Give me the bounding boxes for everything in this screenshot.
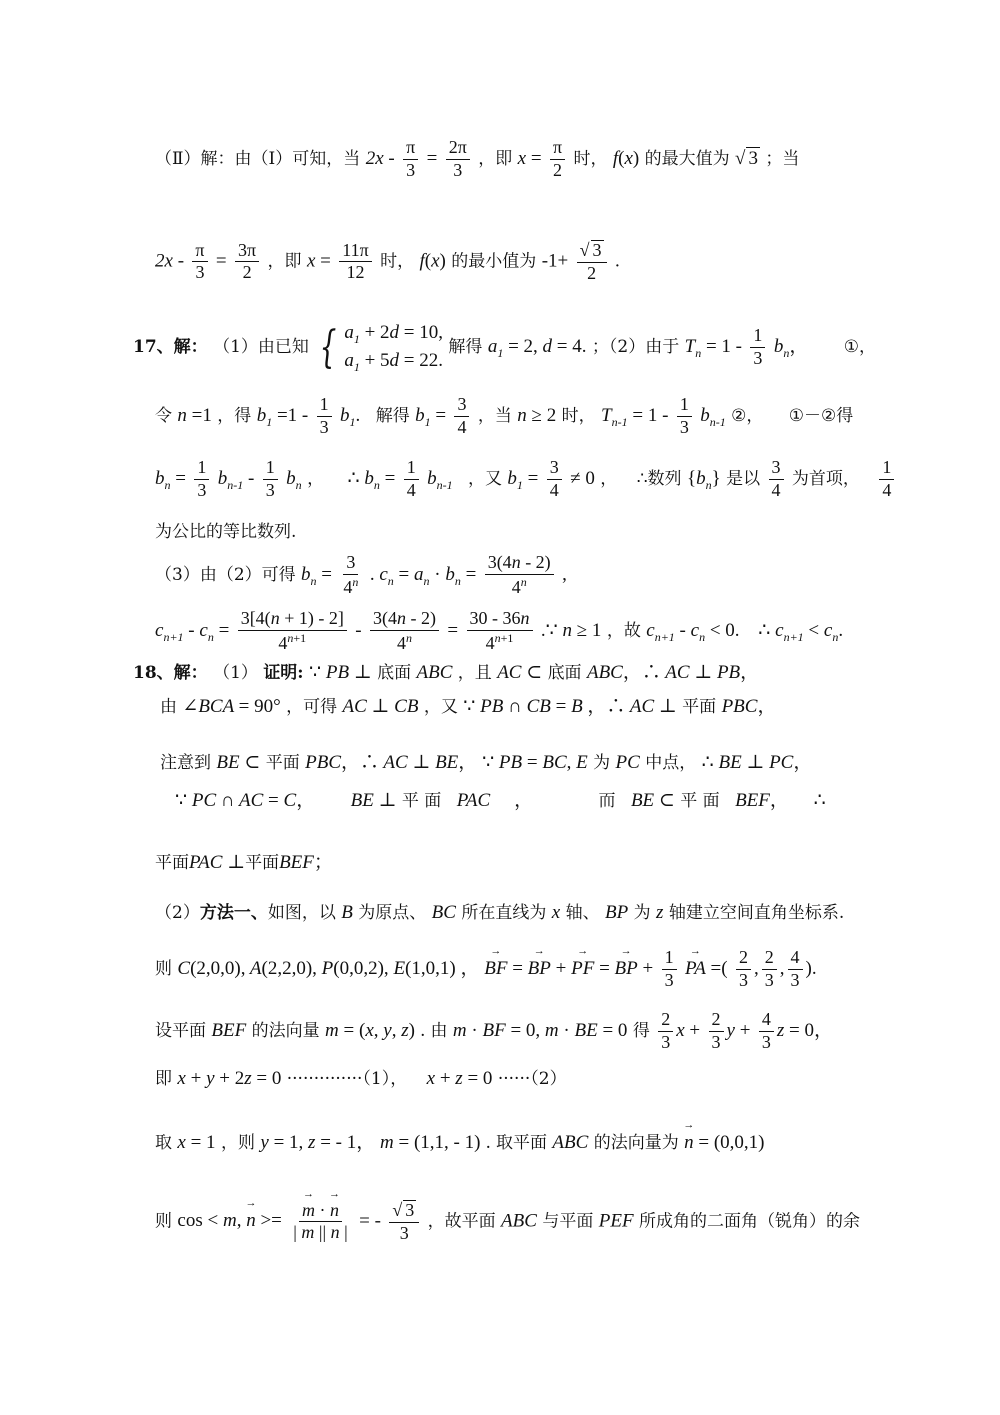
- text: 的最小值为: [451, 251, 537, 272]
- part2-line1: （Ⅱ）解：由（Ⅰ）可知，当 2x - $\frac{\pi}{3}$ = $\frac{2\pi}{3}$ ，即 x = $\frac{\pi}{2}$ 时， f(x) 的最大值为 √ 3 ；当: [155, 137, 800, 180]
- text: 时，: [380, 251, 415, 272]
- text: 时，: [573, 148, 608, 169]
- method1-line5: 取 x = 1 ，则 y = 1, z = - 1， m = (1,1, - 1) . 取平面 ABC 的法向量为 → n = (0,0,1): [155, 1132, 1000, 1155]
- q17-line6: $c_{n+1} - c_n$ = $\frac{3[4(n + 1) - 2]}{4^{n+1}}$ - $\frac{3(4n - 2)}{4^n}$ = $\frac{30 - 36n}{4^{n+1}}$ .∵ n ≥ 1 ，故 $c_{n+1} - c_n < 0$. ∴ $c_{n+1} < c_n$.: [155, 608, 844, 653]
- text: 的最大值为: [644, 148, 730, 169]
- text: ；当: [765, 148, 800, 169]
- method1-line4: 即 x + y + 2z = 0 ··············（1）， x + z = 0 ······（2）: [155, 1068, 567, 1089]
- text: ，即: [267, 251, 302, 272]
- text: （Ⅱ）解：由（Ⅰ）可知，当: [155, 148, 361, 169]
- q18-line1: 18、解： （1） 证明: ∵ PB ⊥ 底面 ABC ，且 AC ⊂ 底面 ABC，∴ AC ⊥ PB，: [133, 662, 760, 683]
- q17-line5: （3）由（2）可得 $b_n$ = $\frac{3}{4^n}$ . $c_n = a_n \cdot b_n$ = $\frac{3(4n - 2)}{4^n}$ ,: [155, 552, 567, 597]
- method1-line2: 则 C(2,0,0), A(2,2,0), P(0,0,2), E(1,0,1) ， → BF = → BP + → PF = → BP + $\frac{1}{3}$ → PA =( $\frac{2}{3}$ , $\frac{2}{3}$ , $\frac{4}{3}$ ).: [155, 948, 1000, 991]
- q17-line1: 17、解： （1）由已知 { $a_1 + 2d = 10$, $a_1 + 5d = 22$. 解得 $a_1 = 2$, d = 4. ；（2）由于 $T_n = 1$ - $\frac{1}{3}$ $b_n$， ①，: [133, 321, 876, 374]
- method1-line1: （2）方法一、如图，以 B 为原点、 BC 所在直线为 x 轴、 BP 为 z 轴建立空间直角坐标系.: [155, 902, 845, 923]
- q18-line3: 注意到 BE ⊂ 平面 PBC，∴ AC ⊥ BE， ∵ PB = BC, E 为 PC 中点， ∴ BE ⊥ PC，: [160, 752, 813, 773]
- q18-line2: 由 ∠BCA = 90° ，可得 AC ⊥ CB ，又 ∵ PB ∩ CB = B ，∴ AC ⊥ 平面 PBC，: [160, 696, 777, 717]
- q18-line4: ∵ PC ∩ AC = C， BE ⊥ 平 面 PAC ， 而 BE ⊂ 平 面 BEF， ∴: [175, 790, 826, 811]
- method1-line3: 设平面 BEF 的法向量 m = (x, y, z) . 由 m · BF = 0, m · BE = 0 得 $\frac{2}{3}$ x + $\frac{2}{3}$ y + $\frac{4}{3}$ z = 0，: [155, 1009, 833, 1052]
- q17-line4: 为公比的等比数列.: [155, 522, 297, 542]
- q17-line3: $b_n$ = $\frac{1}{3}$ $b_{n-1}$ - $\frac{1}{3}$ $b_n$ ， ∴ $b_n$ = $\frac{1}{4}$ $b_{n-1}$ ，又 $b_1$ = $\frac{3}{4}$ ≠ 0 ， ∴数列 $\{b_n\}$ 是以 $\frac{3}{4}$ 为首项， $\frac{1}{4}$: [155, 458, 1000, 501]
- q17-line2: 令 n =1 ，得 $b_1 =1$ - $\frac{1}{3}$ $b_1$. 解得 $b_1$ = $\frac{3}{4}$ ，当 n ≥ 2 时， $T_{n-1} = 1$ - $\frac{1}{3}$ $b_{n-1}$ ②， ①－②得: [155, 394, 854, 437]
- part2-line2: 2x - $\frac{\pi}{3}$ = $\frac{3\pi}{2}$ ，即 x = $\frac{11\pi}{12}$ 时， f(x) 的最小值为 -1+ $\frac{√ 3}{2}$ .: [155, 239, 620, 283]
- method1-line6: 则 cos < m, → n >= → $\frac{m \cdot \to n}{| m || n |}$ = - $\frac{√ 3}{3}$ ，故平面 ABC 与平面 PEF 所成角的二面角（锐角）的余: [155, 1200, 1000, 1244]
- q18-line5: 平面PAC ⊥平面BEF；: [155, 852, 333, 873]
- text: ，即: [478, 148, 513, 169]
- q18-label: 18、解：: [133, 663, 208, 683]
- q17-label: 17、解：: [133, 337, 208, 358]
